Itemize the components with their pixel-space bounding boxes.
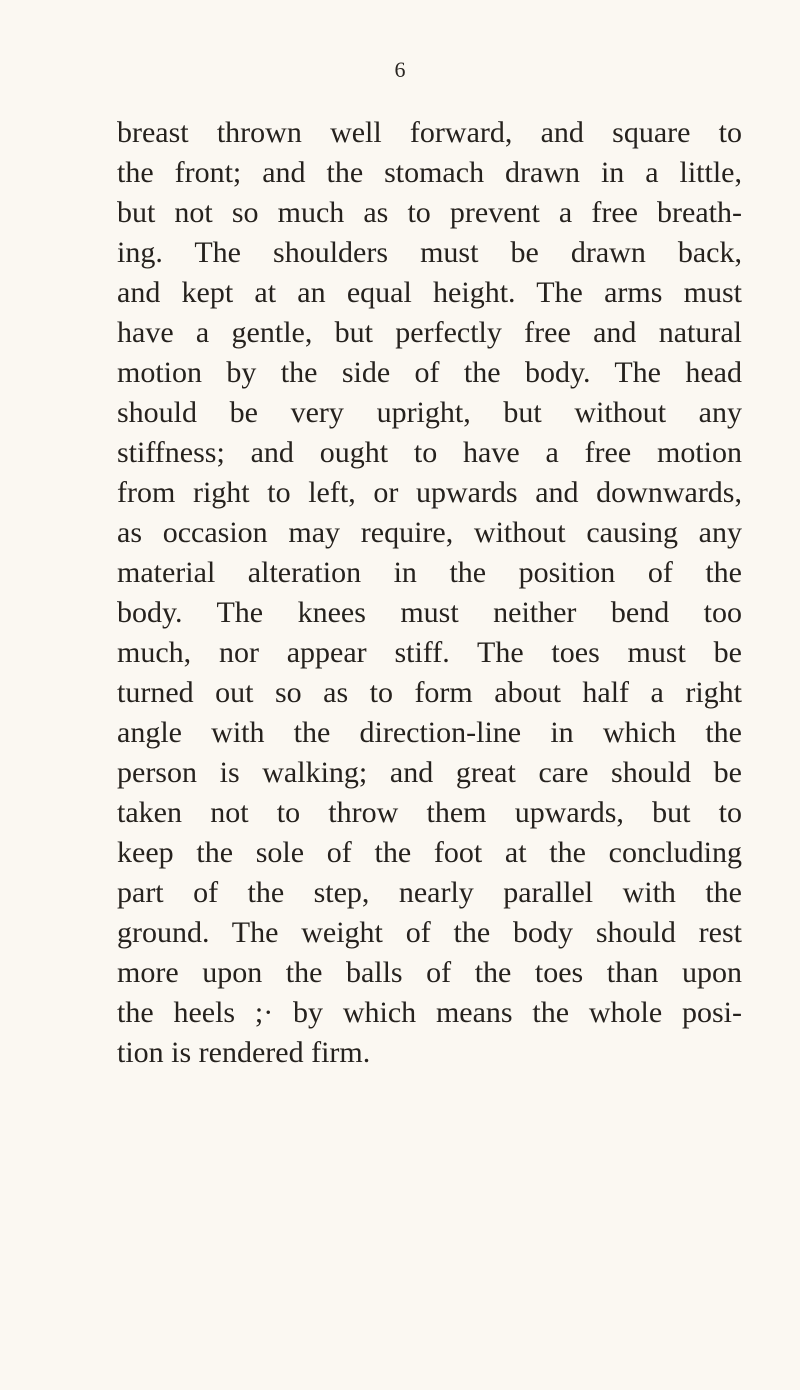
text-line: taken not to throw them upwards, but to <box>117 796 742 829</box>
text-line: and kept at an equal height. The arms must <box>117 276 742 309</box>
text-line: ing. The shoulders must be drawn back, <box>117 236 742 269</box>
text-line: from right to left, or upwards and downwards, <box>117 476 742 509</box>
text-line: should be very upright, but without any <box>117 396 742 429</box>
text-line: motion by the side of the body. The head <box>117 356 742 389</box>
text-line: keep the sole of the foot at the concluding <box>117 836 742 869</box>
text-line: as occasion may require, without causing any <box>117 516 742 549</box>
text-line: breast thrown well forward, and square to <box>117 116 742 149</box>
text-line: tion is rendered firm. <box>117 1036 371 1069</box>
text-line: but not so much as to prevent a free breath- <box>117 196 742 229</box>
text-line: angle with the direction-line in which the <box>117 716 742 749</box>
text-line: turned out so as to form about half a right <box>117 676 742 709</box>
text-line: stiffness; and ought to have a free motion <box>117 436 742 469</box>
text-line: have a gentle, but perfectly free and natural <box>117 316 742 349</box>
body-text <box>117 113 742 1073</box>
text-line: part of the step, nearly parallel with the <box>117 876 742 909</box>
text-line: the front; and the stomach drawn in a little, <box>117 156 742 189</box>
text-line: material alteration in the position of the <box>117 556 742 589</box>
page-number: 6 <box>394 57 406 82</box>
text-line: ground. The weight of the body should rest <box>117 916 742 949</box>
text-line: body. The knees must neither bend too <box>117 596 742 629</box>
text-line: the heels ;· by which means the whole posi- <box>117 996 742 1029</box>
text-line: person is walking; and great care should be <box>117 756 742 789</box>
text-line: more upon the balls of the toes than upon <box>117 956 742 989</box>
text-line: much, nor appear stiff. The toes must be <box>117 636 742 669</box>
